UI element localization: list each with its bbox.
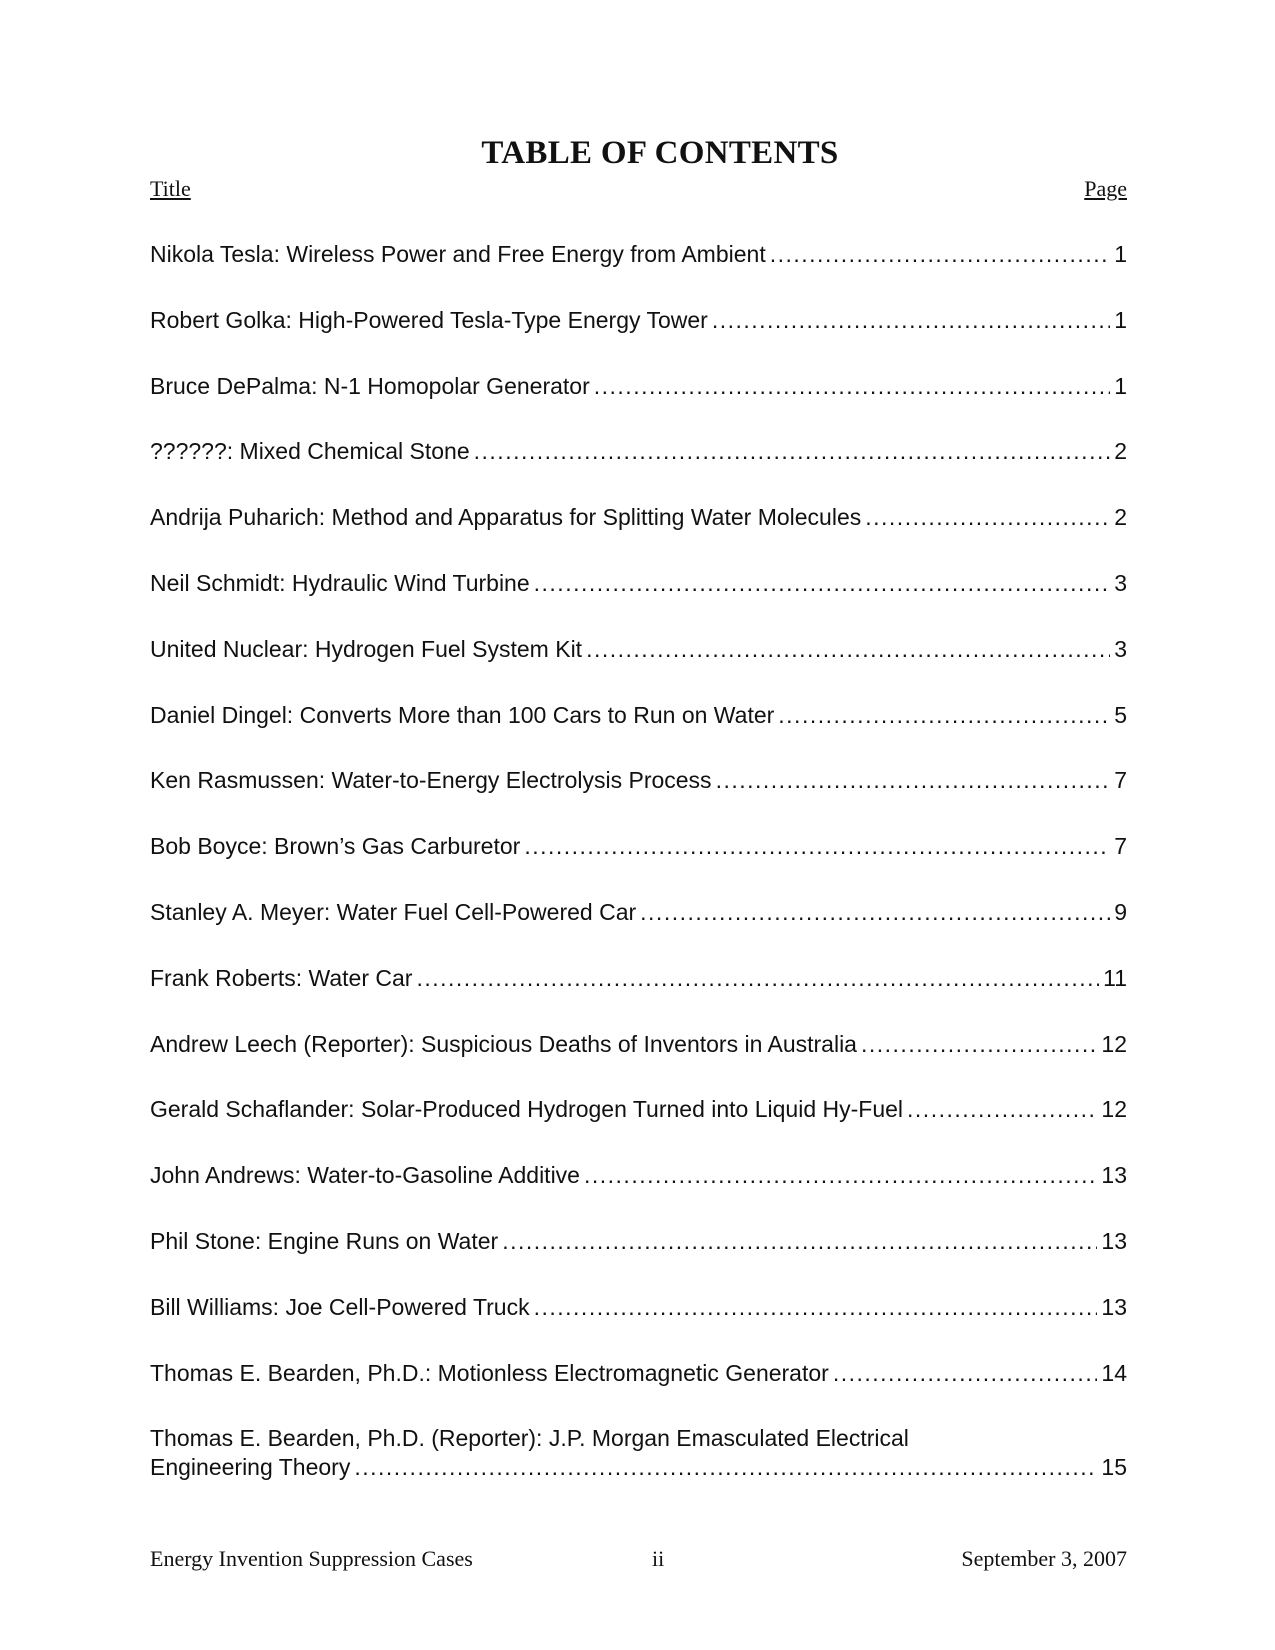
dot-leader: [640, 898, 1110, 927]
toc-entry: [150, 437, 1127, 503]
toc-entry: [150, 1161, 1127, 1227]
dot-leader: [416, 964, 1099, 993]
dot-leader: [524, 832, 1110, 861]
page-title: TABLE OF CONTENTS: [481, 135, 839, 171]
toc-entry-title: Stanley A. Meyer: Water Fuel Cell-Powered Car: [150, 898, 637, 925]
dot-leader: [833, 1359, 1098, 1388]
toc-entry-title: Bob Boyce: Brown’s Gas Carburetor: [150, 833, 521, 860]
dot-leader: [474, 437, 1111, 466]
toc-entry-page: 1: [1114, 306, 1127, 333]
toc-entry-title: Gerald Schaflander: Solar-Produced Hydrogen Turned into Liquid Hy-Fuel: [150, 1096, 904, 1123]
toc-entry: [150, 1227, 1127, 1293]
toc-entry-page: 3: [1114, 635, 1127, 662]
toc-entry-title-line1: Thomas E. Bearden, Ph.D. (Reporter): J.P. Morgan Emasculated Electrical: [150, 1425, 909, 1452]
toc-entry-page: 3: [1114, 569, 1127, 596]
dot-leader: [584, 1161, 1097, 1190]
toc-entry: [150, 1359, 1127, 1425]
footer-page-number: ii: [652, 1546, 665, 1571]
toc-entry-title: Phil Stone: Engine Runs on Water: [150, 1227, 499, 1254]
toc-entry-page: 12: [1101, 1030, 1127, 1057]
toc-entry-page: 1: [1114, 241, 1127, 267]
toc-entry-title: United Nuclear: Hydrogen Fuel System Kit: [150, 635, 583, 662]
dot-leader: [861, 1030, 1097, 1059]
toc-entry-page: 5: [1114, 701, 1127, 728]
dot-leader: [586, 635, 1110, 664]
dot-leader: [534, 569, 1111, 598]
toc-entry: [150, 964, 1127, 1030]
toc-entry-title: Thomas E. Bearden, Ph.D.: Motionless Electromagnetic Generator: [150, 1359, 829, 1386]
toc-entry-page: 13: [1101, 1293, 1127, 1320]
toc-entry-page: 13: [1101, 1227, 1127, 1254]
toc-entry: [150, 1030, 1127, 1096]
dot-leader: [534, 1293, 1098, 1322]
toc-entry: [150, 701, 1127, 767]
toc-entry: [150, 240, 1127, 306]
toc-entry-page: 11: [1103, 964, 1127, 991]
toc-list: [150, 240, 1127, 1482]
footer-document-title: Energy Invention Suppression Cases: [150, 1546, 473, 1571]
toc-entry-page: 12: [1101, 1096, 1127, 1123]
title-column-header: Title: [150, 176, 191, 201]
toc-entry-page: 14: [1101, 1359, 1127, 1386]
toc-entry-title: Bruce DePalma: N-1 Homopolar Generator: [150, 372, 590, 399]
toc-entry-title: Bill Williams: Joe Cell-Powered Truck: [150, 1293, 530, 1320]
toc-entry-page: 7: [1114, 833, 1127, 860]
dot-leader: [907, 1095, 1097, 1124]
toc-entry-page: 13: [1101, 1162, 1127, 1189]
toc-entry: [150, 503, 1127, 569]
toc-entry-title: Andrew Leech (Reporter): Suspicious Deaths of Inventors in Australia: [150, 1030, 857, 1057]
toc-entry-title: Ken Rasmussen: Water-to-Energy Electrolysis Process: [150, 767, 712, 794]
toc-entry-page: 9: [1114, 898, 1127, 925]
toc-entry-title: John Andrews: Water-to-Gasoline Additive: [150, 1162, 580, 1189]
toc-entry: [150, 766, 1127, 832]
toc-entry-page: 1: [1114, 372, 1127, 399]
dot-leader: [712, 306, 1110, 335]
toc-entry: [150, 1424, 1127, 1482]
toc-entry: [150, 1095, 1127, 1161]
toc-entry-title: Frank Roberts: Water Car: [150, 964, 413, 991]
toc-entry: [150, 372, 1127, 438]
toc-entry: [150, 635, 1127, 701]
dot-leader: [354, 1453, 1097, 1482]
toc-entry-page: 2: [1114, 438, 1127, 465]
dot-leader: [594, 372, 1110, 401]
toc-entry-title: Neil Schmidt: Hydraulic Wind Turbine: [150, 569, 530, 596]
dot-leader: [502, 1227, 1097, 1256]
toc-entry-title-line2: Engineering Theory: [150, 1454, 351, 1481]
footer-date: September 3, 2007: [961, 1546, 1127, 1571]
dot-leader: [770, 240, 1110, 269]
toc-entry-title: Robert Golka: High-Powered Tesla-Type Energy Tower: [150, 306, 708, 333]
toc-entry-title: Daniel Dingel: Converts More than 100 Cars to Run on Water: [150, 701, 775, 728]
toc-entry: [150, 832, 1127, 898]
toc-entry-title: ??????: Mixed Chemical Stone: [150, 438, 470, 465]
toc-entry: [150, 1293, 1127, 1359]
dot-leader: [716, 766, 1111, 795]
page-column-header: Page: [1084, 176, 1127, 201]
toc-entry: [150, 306, 1127, 372]
toc-entry-title: Andrija Puharich: Method and Apparatus for Splitting Water Molecules: [150, 504, 862, 531]
toc-entry-title: Nikola Tesla: Wireless Power and Free Energy from Ambient: [150, 241, 766, 267]
toc-entry-page: 7: [1114, 767, 1127, 794]
dot-leader: [778, 701, 1110, 730]
toc-entry-page: 2: [1114, 504, 1127, 531]
toc-entry: [150, 569, 1127, 635]
dot-leader: [865, 503, 1110, 532]
toc-entry-page: 15: [1101, 1454, 1127, 1481]
toc-entry: [150, 898, 1127, 964]
